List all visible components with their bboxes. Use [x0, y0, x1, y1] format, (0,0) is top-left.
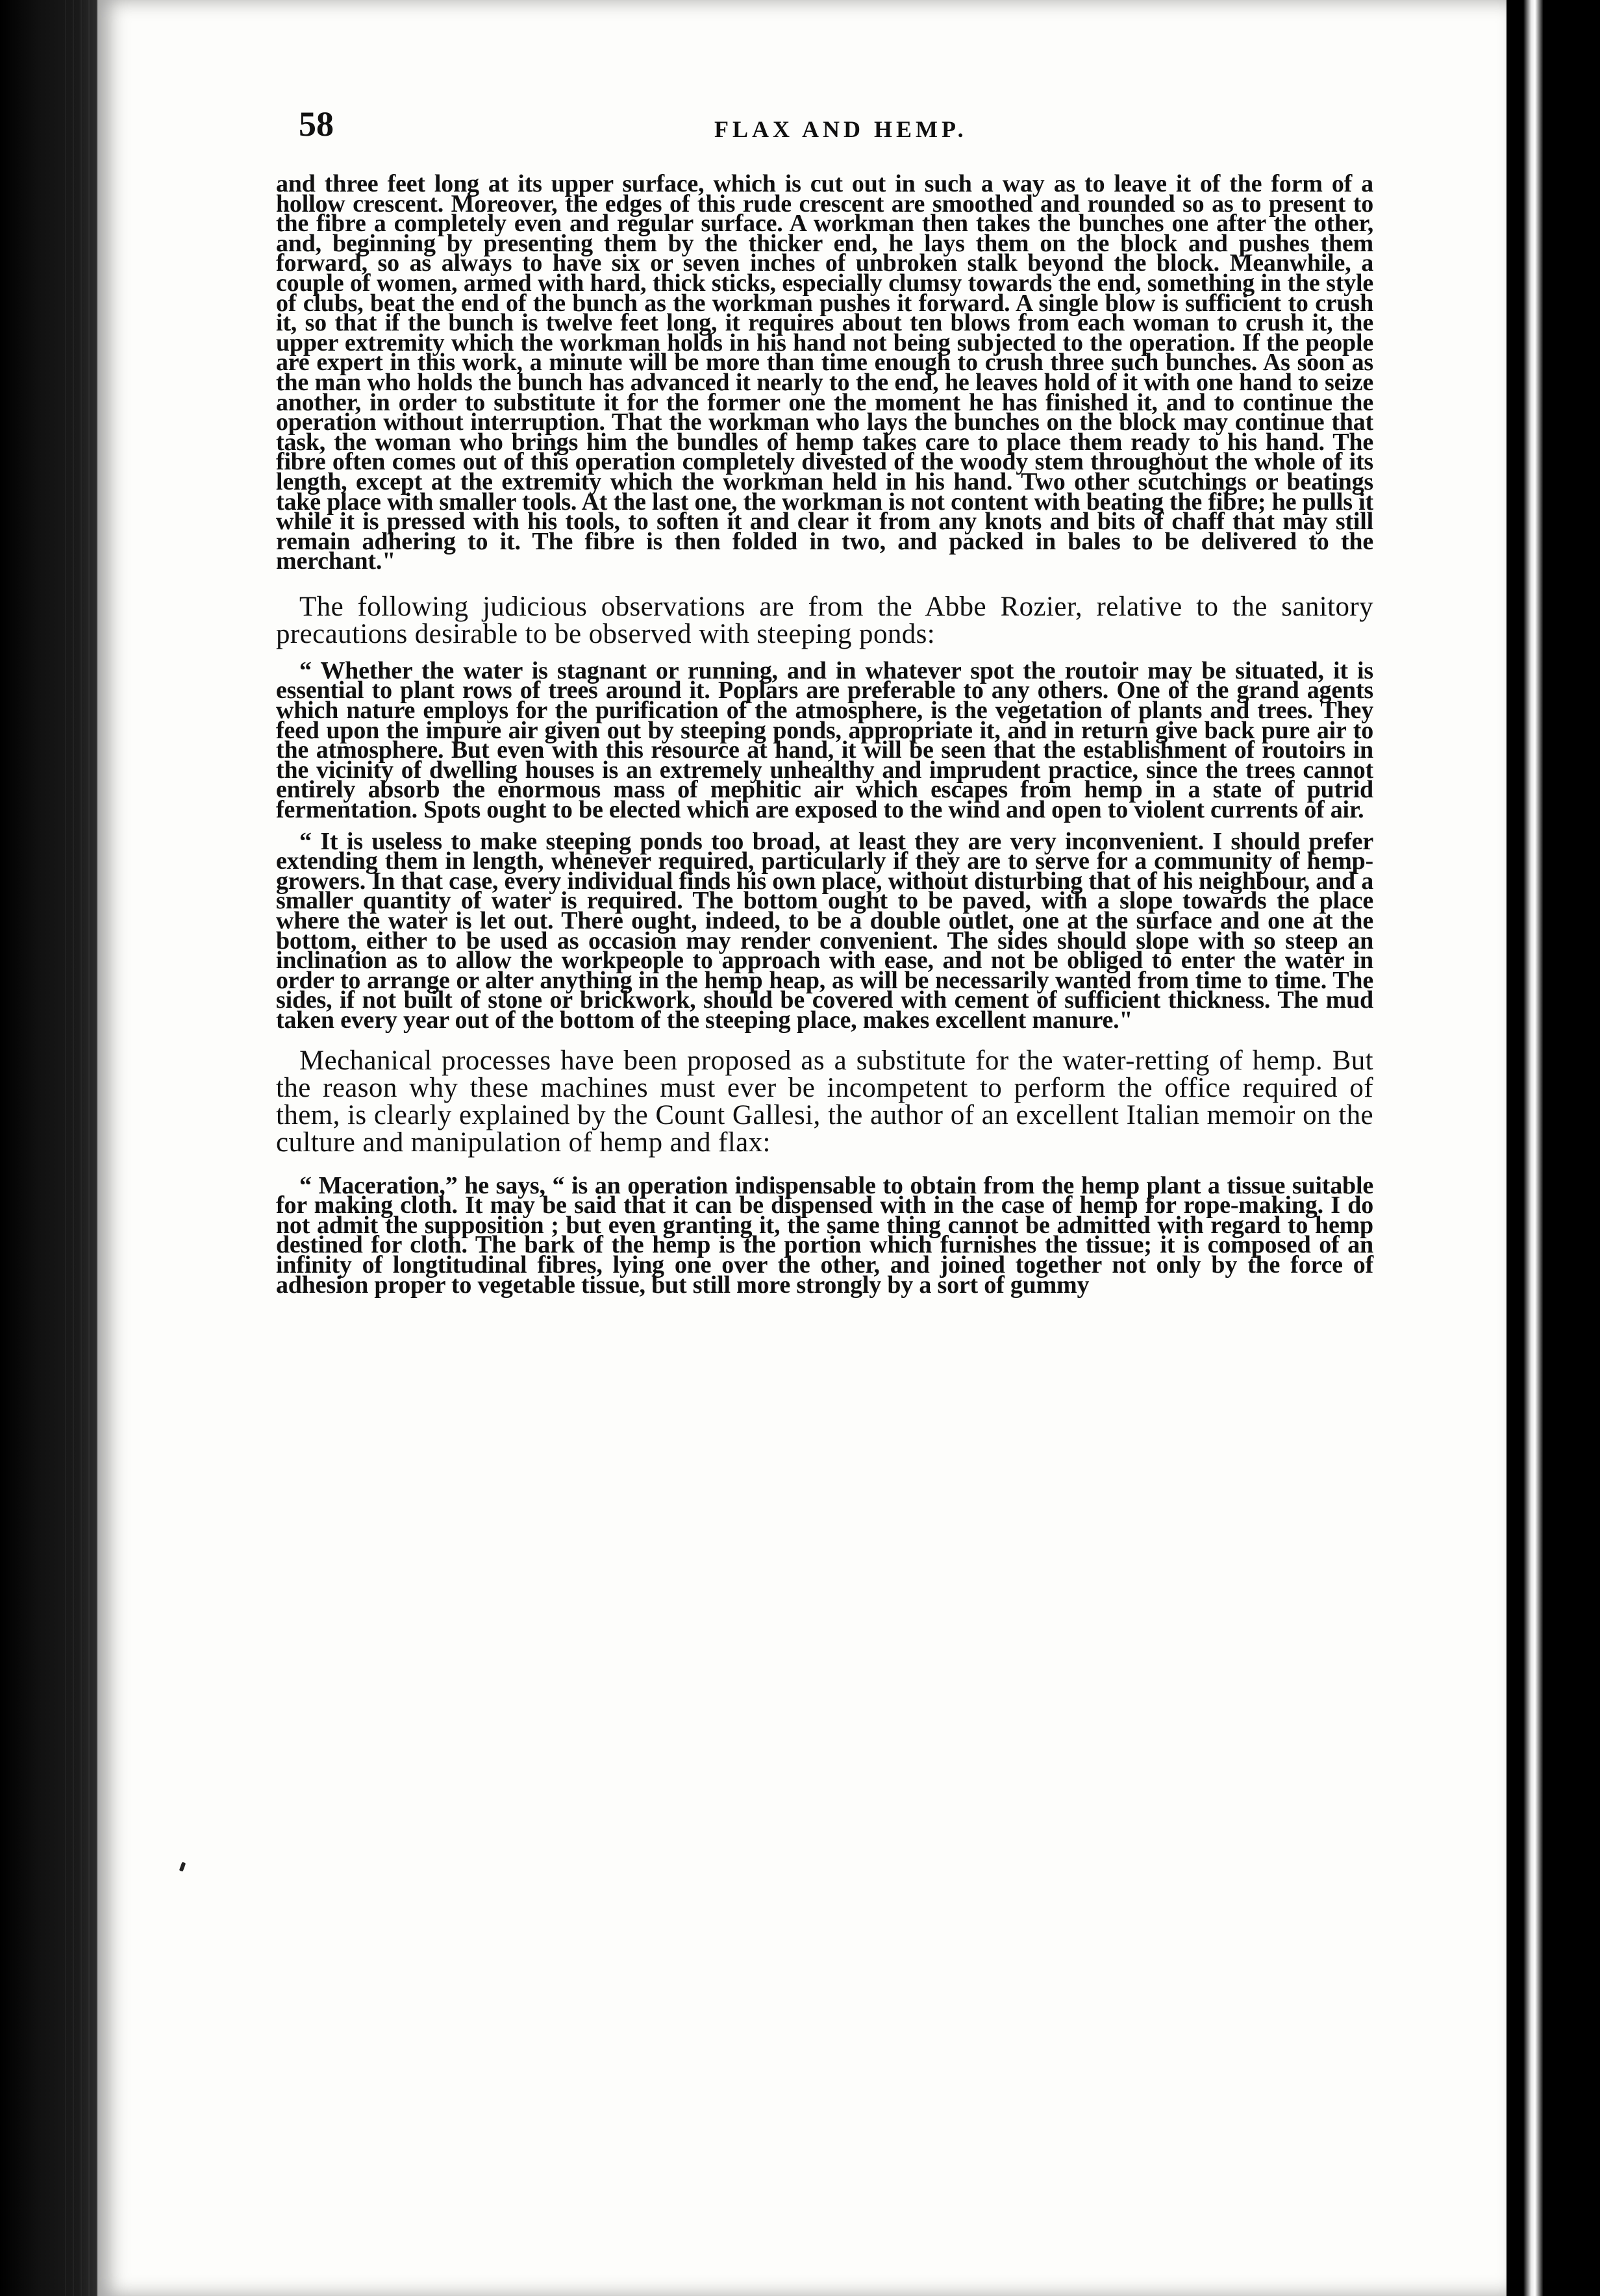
paragraph-gap: [276, 571, 1373, 593]
running-title: FLAX AND HEMP.: [714, 116, 968, 142]
quote-paragraph-maceration: “ Maceration,” he says, “ is an operation indispensable to obtain from the hemp plant a tissue suitable for making cloth. It may be said that it can be dispensed with in the case of hemp for rope-making. I do not admit the supposition ; but even granting it, the same thing cannot be admitted with regard to hemp destined for cloth. The bark of the hemp is the portion which furnishes the tissue; it is composed of an infinity of longtitudinal fibres, lying one over the other, and joined together not only by the force of adhesion proper to vegetable tissue, but still more strongly by a sort of gummy: [276, 1171, 1373, 1299]
running-head: [299, 104, 1364, 162]
quote-paragraph-scutching: and three feet long at its upper surface, which is cut out in such a way as to leave it of the form of a hollow crescent. Moreover, the edges of this rude crescent are smoothed and rounded so as to present to the fibre a completely even and regular surface. A workman then takes the bunches one after the other, and, beginning by presenting them by the thicker end, he lays them on the block and pushes them forward, so as always to have six or seven inches of unbroken stalk beyond the block. Meanwhile, a couple of women, armed with hard, thick sticks, especially clumsy towards the end, something in the style of clubs, beat the end of the bunch as the workman pushes it forward. A single blow is sufficient to crush it, so that if the bunch is twelve feet long, it requires about ten blows from each woman to crush it, the upper extremity which the workman holds in his hand not being subjected to the operation. If the people are expert in this work, a minute will be more than time enough to crush three such bunches. As soon as the man who holds the bunch has advanced it nearly to the end, he leaves hold of it with one hand to seize another, in order to substitute it for the former one the moment he has finished it, and to continue the operation without interruption. That the workman who lays the bunches on the block may continue that task, the woman who brings him the bundles of hemp takes care to place them ready to his hand. The fibre often comes out of this operation completely divested of the woody stem throughout the whole of its length, except at the extremity which the workman held in his hand. Two other scutchings or beatings take place with smaller tools. At the last one, the workman is not content with beating the fibre; he pulls it while it is pressed with his tools, to soften it and clear it from any knots and bits of chaff that may still remain adhering to it. The fibre is then folded in two, and packed in bales to be delivered to the merchant.": [276, 170, 1373, 575]
body-paragraph-mechanical-processes: Mechanical processes have been proposed as a substitute for the water-retting of hemp. But the reason why these machines must ever be incompetent to perform the office required of them, is clearly explained by the Count Gallesi, the author of an excellent Italian memoir on the culture and manipulation of hemp and flax:: [276, 1045, 1373, 1158]
scan-right-border: [1506, 0, 1600, 2296]
quote-paragraph-steeping-ponds: “ It is useless to make steeping ponds too broad, at least they are very inconvenient. I should prefer extending them in length, whenever required, particularly if they are to serve for a community of hemp-growers. In that case, every individual finds his own place, without disturbing that of his neighbour, and a smaller quantity of water is required. The bottom ought to be paved, with a slope towards the place where the water is let out. There ought, indeed, to be a double outlet, one at the surface and one at the bottom, either to be used as occasion may render convenient. The sides should slope with so steep an inclination as to allow the workpeople to approach with ease, and not be obliged to enter the water in order to arrange or alter anything in the hemp heap, as will be necessarily wanted from time to time. The sides, if not built of stone or brickwork, should be covered with cement of sufficient thickness. The mud taken every year out of the bottom of the steeping place, makes excellent manure.": [276, 827, 1373, 1034]
page-number: 58: [299, 105, 334, 144]
quote-paragraph-routoir-trees: “ Whether the water is stagnant or running, and in whatever spot the routoir may be situated, it is essential to plant rows of trees around it. Poplars are preferable to any others. One of the grand agents which nature employs for the purification of the atmosphere, is the vegetation of plants and trees. They feed upon the impure air given out by steeping ponds, appropriate it, and in return give back pure air to the atmosphere. But even with this resource at hand, it will be seen that the establishment of routoirs in the vicinity of dwelling houses is an extremely unhealthy and imprudent practice, since the trees cannot entirely absorb the enormous mass of mephitic air which escapes from hemp in a state of putrid fermentation. Spots ought to be elected which are exposed to the wind and open to violent currents of air.: [276, 656, 1373, 824]
body-paragraph-rozier-intro: The following judicious observations are from the Abbe Rozier, relative to the sanitory precautions desirable to be observed with steeping ponds:: [276, 591, 1373, 649]
next-page-sliver: [1523, 0, 1543, 2296]
page-text: [276, 170, 1373, 1299]
